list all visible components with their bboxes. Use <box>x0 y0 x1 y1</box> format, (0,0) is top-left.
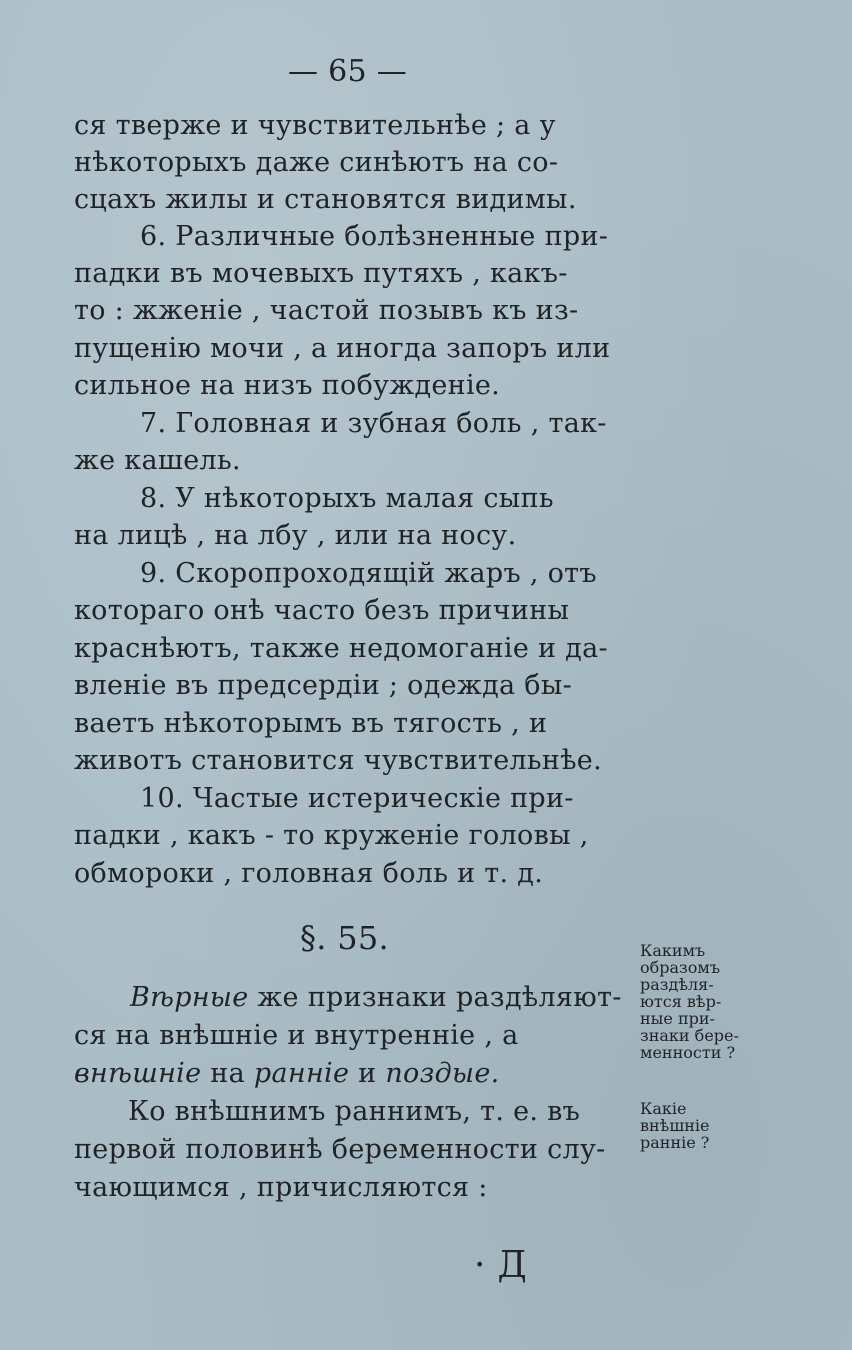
section-heading: §. 55. <box>300 919 390 957</box>
text-line: нѣкоторыхъ даже синѣютъ на со- <box>74 147 559 178</box>
text-line: первой половинѣ беременности слу- <box>74 1134 606 1165</box>
text-line: краснѣютъ, также недомоганіе и да- <box>74 633 608 664</box>
text-line <box>130 984 622 1011</box>
text-fragment: на <box>210 1058 245 1089</box>
text-line: то : жженіе , частой позывъ къ из- <box>74 295 579 326</box>
text-line: ся тверже и чувствительнѣе ; а у <box>74 110 556 141</box>
text-line: 7. Головная и зубная боль , так- <box>140 408 607 439</box>
text-fragment: и <box>358 1058 377 1089</box>
margin-note-line: знаки бере- <box>640 1026 739 1045</box>
text-line: Ко внѣшнимъ раннимъ, т. е. въ <box>128 1096 581 1127</box>
text-line: ваетъ нѣкоторымъ въ тягость , и <box>74 708 548 739</box>
text-line: пущенію мочи , а иногда запоръ или <box>74 333 611 364</box>
italic-term: ранніе <box>253 1058 350 1089</box>
margin-note-line: раздѣля- <box>640 975 714 994</box>
margin-note-line: менности ? <box>640 1043 736 1062</box>
text-line: на лицѣ , на лбу , или на носу. <box>74 520 517 551</box>
text-line: 6. Различные болѣзненные при- <box>140 221 609 252</box>
margin-note-line: внѣшніе <box>640 1116 710 1135</box>
text-line: сильное на низъ побужденіе. <box>74 370 501 401</box>
text-line: же кашель. <box>74 445 241 476</box>
text-line: чающимся , причисляются : <box>74 1172 488 1203</box>
italic-term: поздые. <box>385 1058 500 1089</box>
italic-term: Вѣрные <box>130 982 249 1013</box>
text-fragment: же признаки раздѣляют- <box>257 982 622 1013</box>
text-line: 10. Частые истерическіе при- <box>140 783 574 814</box>
italic-term: внѣшніе <box>74 1058 202 1089</box>
margin-note <box>640 942 739 1061</box>
margin-note-line: образомъ <box>640 958 721 977</box>
text-line <box>74 1060 499 1087</box>
text-line: 9. Скоропроходящій жаръ , отъ <box>140 558 597 589</box>
margin-note <box>640 1100 709 1151</box>
text-line: падки , какъ - то круженіе головы , <box>74 820 589 851</box>
text-line: падки въ мочевыхъ путяхъ , какъ- <box>74 258 568 289</box>
text-line: вленіе въ предсердіи ; одежда бы- <box>74 670 573 701</box>
margin-note-line: ются вѣр- <box>640 992 722 1011</box>
text-line: сцахъ жилы и становятся видимы. <box>74 184 577 215</box>
text-line: ся на внѣшніе и внутренніе , а <box>74 1020 519 1051</box>
margin-note-line: Какимъ <box>640 941 706 960</box>
signature-mark: · Д <box>474 1245 528 1286</box>
text-line: обмороки , головная боль и т. д. <box>74 858 544 889</box>
page-number: — 65 — <box>288 54 408 89</box>
margin-note-line: ранніе ? <box>640 1133 710 1152</box>
margin-note-line: ные при- <box>640 1009 715 1028</box>
text-line: 8. У нѣкоторыхъ малая сыпь <box>140 483 554 514</box>
text-line: животъ становится чувствительнѣе. <box>74 745 602 776</box>
margin-note-line: Какіе <box>640 1099 687 1118</box>
text-line: котораго онѣ часто безъ причины <box>74 595 570 626</box>
